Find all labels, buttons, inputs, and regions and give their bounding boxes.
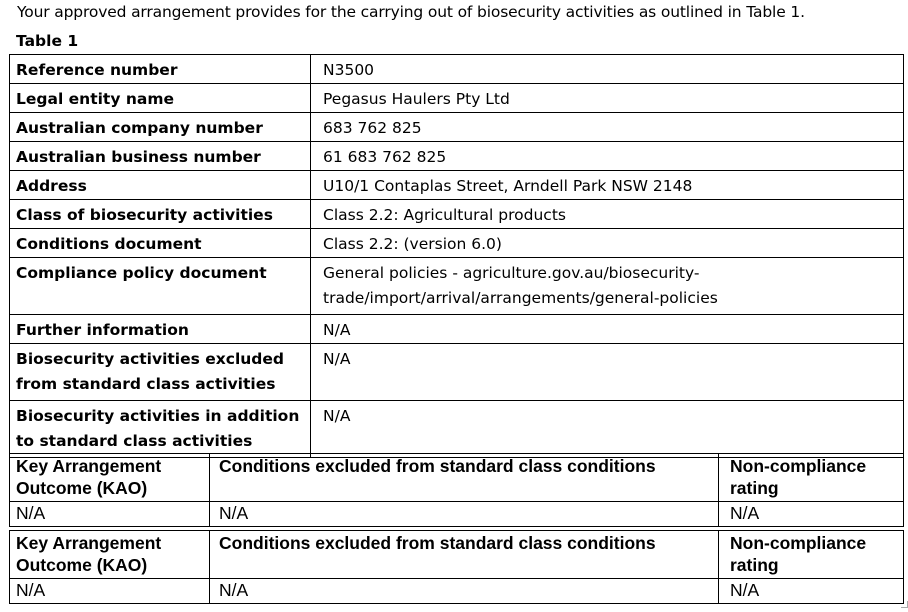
kao-header: Key Arrangement Outcome (KAO) bbox=[10, 454, 210, 502]
row-label: Australian business number bbox=[10, 142, 311, 171]
row-label: Conditions document bbox=[10, 229, 311, 258]
table-row bbox=[10, 84, 904, 113]
row-value: 683 762 825 bbox=[311, 113, 904, 142]
kao-table-1 bbox=[9, 453, 904, 527]
kao-header-row bbox=[10, 531, 904, 579]
kao-data-row bbox=[10, 502, 904, 527]
row-value: N/A bbox=[311, 401, 904, 458]
row-value: Pegasus Haulers Pty Ltd bbox=[311, 84, 904, 113]
table-row bbox=[10, 55, 904, 84]
kao-value: N/A bbox=[10, 502, 210, 527]
intro-text: Your approved arrangement provides for the carrying out of biosecurity activities as outlined in Table 1. bbox=[17, 3, 805, 21]
row-label: Further information bbox=[10, 315, 311, 344]
kao-value: N/A bbox=[10, 579, 210, 604]
row-label: Biosecurity activities in addition to standard class activities bbox=[10, 401, 311, 458]
row-label: Class of biosecurity activities bbox=[10, 200, 311, 229]
kao-header: Key Arrangement Outcome (KAO) bbox=[10, 531, 210, 579]
row-label: Compliance policy document bbox=[10, 258, 311, 315]
kao-header-row bbox=[10, 454, 904, 502]
table-row bbox=[10, 171, 904, 200]
row-value: Class 2.2: (version 6.0) bbox=[311, 229, 904, 258]
conditions-excluded-header: Conditions excluded from standard class conditions bbox=[210, 531, 719, 579]
conditions-excluded-value: N/A bbox=[210, 579, 719, 604]
row-label: Address bbox=[10, 171, 311, 200]
row-value: U10/1 Contaplas Street, Arndell Park NSW 2148 bbox=[311, 171, 904, 200]
arrangement-details-table bbox=[9, 54, 904, 458]
non-compliance-rating-value: N/A bbox=[719, 579, 904, 604]
table-row bbox=[10, 258, 904, 315]
row-value: Class 2.2: Agricultural products bbox=[311, 200, 904, 229]
row-label: Biosecurity activities excluded from standard class activities bbox=[10, 344, 311, 401]
row-value: General policies - agriculture.gov.au/biosecurity-trade/import/arrival/arrangements/general-policies bbox=[311, 258, 904, 315]
table-row bbox=[10, 229, 904, 258]
row-value: N/A bbox=[311, 344, 904, 401]
table-caption: Table 1 bbox=[16, 32, 79, 50]
non-compliance-rating-value: N/A bbox=[719, 502, 904, 527]
table-row bbox=[10, 344, 904, 401]
table-row bbox=[10, 200, 904, 229]
conditions-excluded-header: Conditions excluded from standard class conditions bbox=[210, 454, 719, 502]
row-label: Australian company number bbox=[10, 113, 311, 142]
row-value: N3500 bbox=[311, 55, 904, 84]
table-row bbox=[10, 401, 904, 458]
table-row bbox=[10, 315, 904, 344]
table-row bbox=[10, 142, 904, 171]
kao-table-2 bbox=[9, 530, 904, 604]
row-value: N/A bbox=[311, 315, 904, 344]
non-compliance-rating-header: Non-compliance rating bbox=[719, 454, 904, 502]
kao-data-row bbox=[10, 579, 904, 604]
table-row bbox=[10, 113, 904, 142]
conditions-excluded-value: N/A bbox=[210, 502, 719, 527]
row-label: Reference number bbox=[10, 55, 311, 84]
row-value: 61 683 762 825 bbox=[311, 142, 904, 171]
page-corner-mark bbox=[901, 601, 908, 608]
non-compliance-rating-header: Non-compliance rating bbox=[719, 531, 904, 579]
row-label: Legal entity name bbox=[10, 84, 311, 113]
